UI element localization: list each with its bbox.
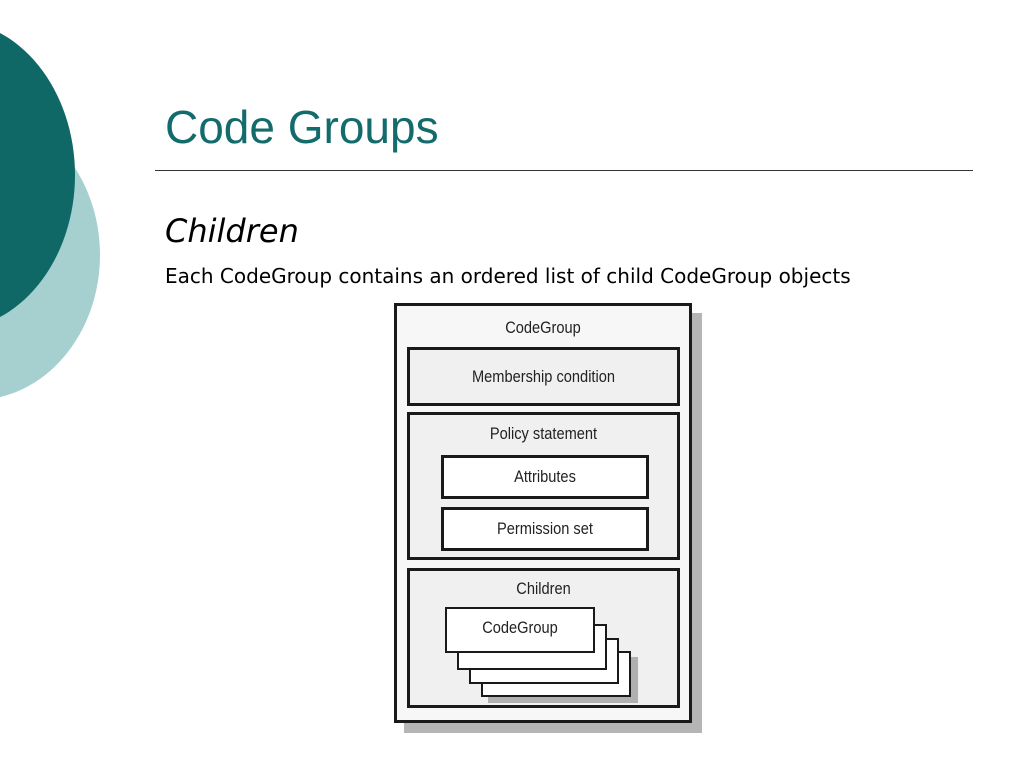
permission-set-box (441, 507, 649, 551)
slide-title: Code Groups (165, 101, 439, 153)
children-label: Children (516, 579, 571, 598)
subheading: Children (165, 212, 299, 250)
codegroup-diagram (394, 303, 714, 743)
permission-set-label: Permission set (497, 519, 593, 538)
title-divider (155, 170, 973, 171)
child-codegroup-label: CodeGroup (482, 618, 558, 637)
codegroup-outer-box (394, 303, 692, 723)
policy-statement-label: Policy statement (489, 424, 598, 443)
membership-condition-label: Membership condition (471, 367, 616, 386)
child-codegroup-card-1 (445, 607, 595, 653)
children-box (407, 568, 680, 708)
policy-statement-box (407, 412, 680, 560)
attributes-label: Attributes (514, 467, 576, 486)
attributes-box (441, 455, 649, 499)
body-text: Each CodeGroup contains an ordered list of child CodeGroup objects (165, 264, 851, 288)
membership-condition-box (407, 347, 680, 406)
codegroup-label: CodeGroup (505, 318, 581, 337)
